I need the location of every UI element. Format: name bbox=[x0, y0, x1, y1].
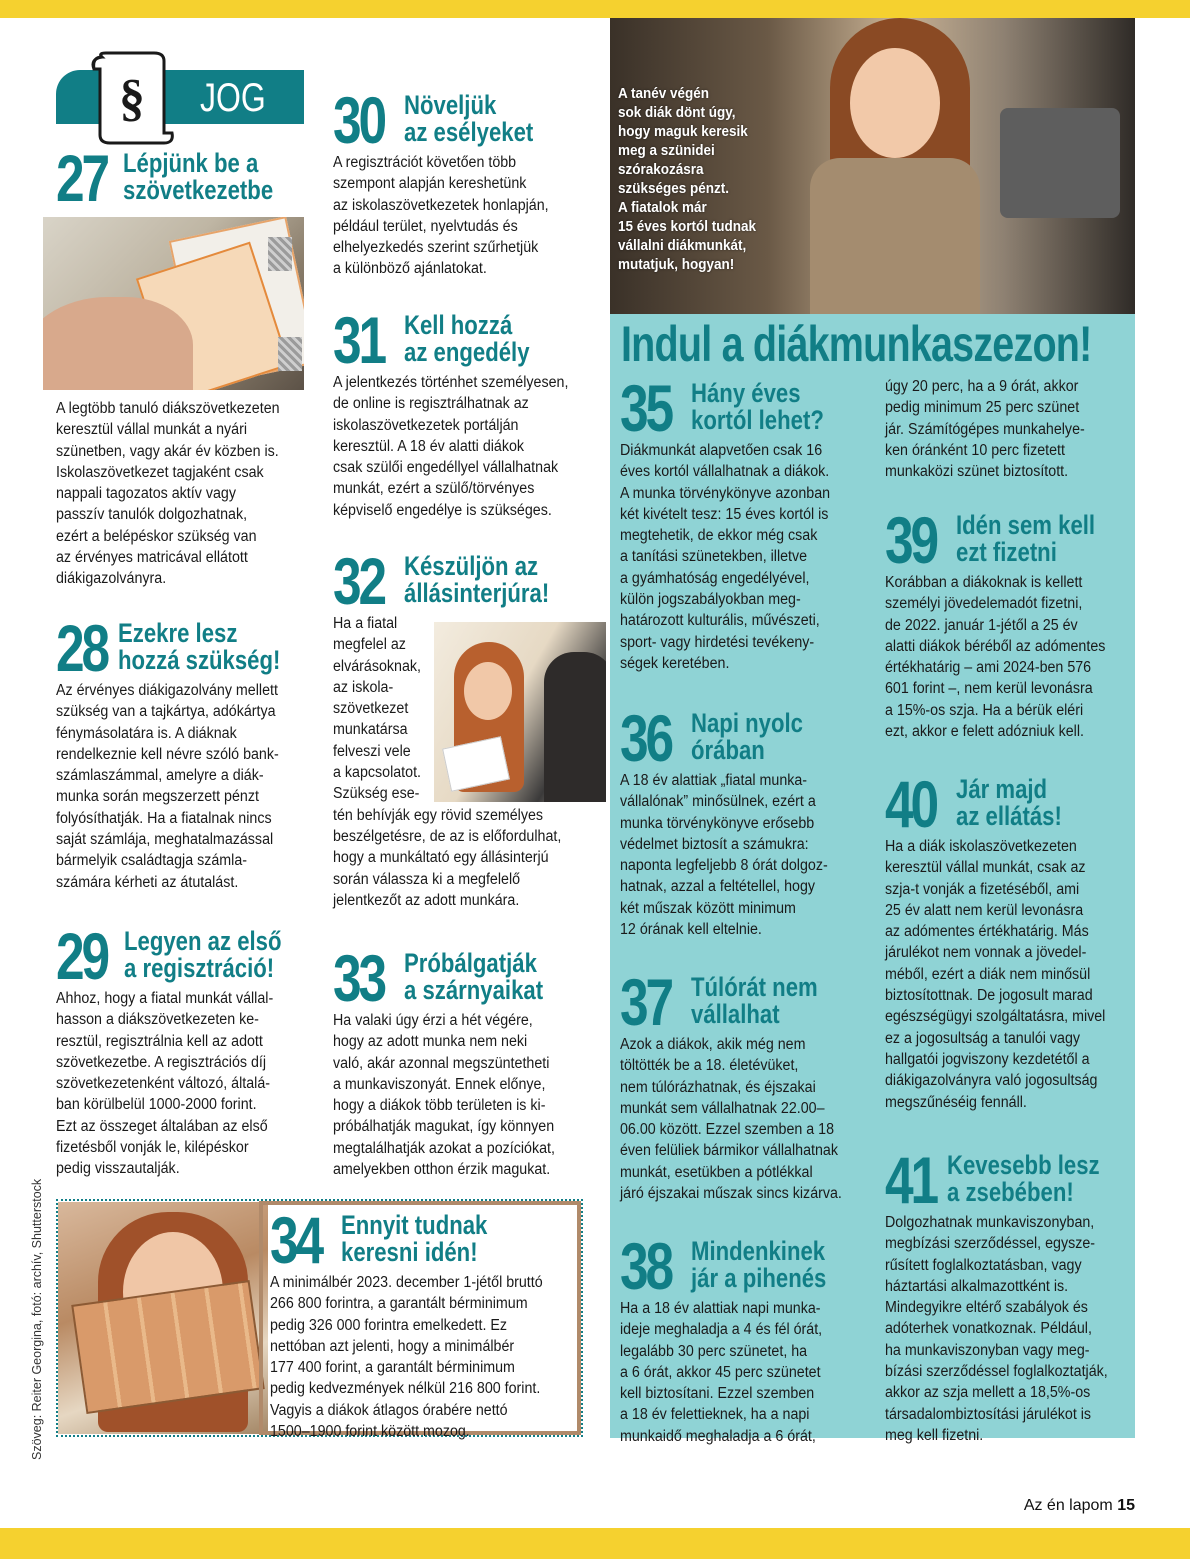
section-title-line1: Túlórát nem bbox=[691, 972, 818, 1002]
section-title-line2: az ellátás! bbox=[956, 801, 1062, 831]
section-body: tén behívják egy rövid személyes beszélgetésre, de az is előfordulhat, hogy a munkáltató egy állásinterjú során válassza ki a megfelelő jelentkezőt az adott munkára. bbox=[333, 806, 562, 909]
hand-shape bbox=[43, 297, 193, 390]
section-36 bbox=[620, 701, 865, 940]
section-body: Dolgozhatnak munkaviszonyban, megbízási szerződéssel, egysze- rűsített foglalkoztatásban, vagy háztartási alkalmazottként is. Mindegyikre eltérő szabályok és adóterhek vonatkoznak. Például, ha munkaviszonyban vagy meg- bízási szerződéssel foglalkoztatják, akkor az szja mellett a 18,5%-os társadalombiztosítási járulékot is meg kell fizetni. bbox=[885, 1214, 1108, 1444]
section-title-line2: vállalhat bbox=[691, 999, 780, 1029]
section-heading bbox=[56, 141, 306, 215]
blurred-photo bbox=[268, 237, 292, 271]
page-footer bbox=[1024, 1497, 1135, 1515]
section-number: 31 bbox=[333, 303, 385, 377]
page-number: 15 bbox=[1117, 1497, 1135, 1514]
section-number: 37 bbox=[620, 965, 672, 1039]
section-title-line2: az engedély bbox=[404, 337, 530, 367]
section-body: Az érvényes diákigazolvány mellett szükség van a tajkártya, adókártya fénymásolatára is. A diáknak rendelkeznie kell névre szóló bank- számlaszámmal, amelyre a diák- munka során megszerzett pénzt folyósíthatják. Ha a fiatalnak nincs saját számlája, meghatalmazással bármelyik családtagja számla- számára kérheti az átutalást. bbox=[56, 682, 279, 891]
section-37 bbox=[620, 965, 865, 1204]
section-27 bbox=[56, 141, 306, 215]
section-body: úgy 20 perc, ha a 9 órát, akkor pedig minimum 25 perc szünet jár. Számítógépes munkahelye- ken óránként 10 perc fizetett munkaközi szünet biztosított. bbox=[885, 378, 1085, 481]
section-31 bbox=[333, 303, 603, 521]
section-number: 38 bbox=[620, 1229, 672, 1303]
section-41 bbox=[885, 1143, 1130, 1446]
section-body-narrow: Ha a fiatal megfelel az elvárásoknak, az iskola- szövetkezet munkatársa felveszi vele a kapcsolatot. Szükség ese- bbox=[333, 615, 422, 803]
section-title-line2: órában bbox=[691, 735, 765, 765]
section-number: 30 bbox=[333, 83, 385, 157]
paragraph-symbol: § bbox=[119, 70, 145, 127]
section-29 bbox=[56, 919, 316, 1180]
section-title-line2: ezt fizetni bbox=[956, 537, 1057, 567]
section-title-line2: jár a pihenés bbox=[691, 1263, 827, 1293]
section-title-line2: szövetkezetbe bbox=[122, 175, 274, 205]
section-body: A minimálbér 2023. december 1-jétől bruttó 266 800 forintra, a garantált bérminimum pedig 326 000 forintra emelkedett. Ez nettóban azt jelenti, hogy a minimálbér 177 400 forint, a garantált bérminimum pedig kedvezmények nélkül 216 800 forint. Vagyis a diákok átlagos órabére nettó 1500–1900 forint között mozog. bbox=[270, 1274, 543, 1441]
section-number: 29 bbox=[56, 919, 108, 993]
section-38 bbox=[620, 1229, 865, 1447]
top-color-band bbox=[0, 0, 1190, 18]
section-title-line1: Próbálgatják bbox=[404, 948, 537, 978]
section-number: 27 bbox=[56, 141, 108, 215]
section-number: 39 bbox=[885, 503, 937, 577]
section-title-line1: Készüljön az bbox=[404, 551, 539, 581]
section-number: 40 bbox=[885, 767, 937, 841]
section-title-line2: kortól lehet? bbox=[691, 405, 824, 435]
section-33 bbox=[333, 941, 603, 1180]
section-title-line1: Jár majd bbox=[956, 774, 1048, 804]
section-title-line2: hozzá szükség! bbox=[118, 645, 281, 675]
section-title-line1: Ezekre lesz bbox=[118, 618, 238, 648]
section-body: Ahhoz, hogy a fiatal munkát vállal- hasson a diákszövetkezeten ke- resztül, regisztrálnia kell az adott szövetkezetbe. A regisztrációs díj szövetkezetenként változó, általá- ban körülbelül 1000-2000 forint. Ezt az összeget általában az első fizetésből vonják le, kilépéskor pedig visszautalják. bbox=[56, 990, 274, 1178]
photo-caption: A tanév végén sok diák dönt úgy, hogy maguk keresik meg a szünidei szórakozásra szükséges pénzt. A fiatalok már 15 éves kortól tudnak vállalni diákmunkát, mutatjuk, hogyan! bbox=[618, 85, 757, 273]
section-title-line1: Kevesebb lesz bbox=[947, 1150, 1101, 1180]
section-title-line1: Napi nyolc bbox=[691, 708, 803, 738]
photo-credit: Szöveg: Reiter Georgina, fotó: archív, Shutterstock bbox=[30, 1178, 44, 1460]
section-title-line2: a regisztráció! bbox=[123, 953, 275, 983]
blurred-photo bbox=[278, 337, 302, 371]
student-cards-photo bbox=[43, 217, 304, 390]
section-39 bbox=[885, 503, 1130, 742]
section-30 bbox=[333, 83, 603, 280]
section-body: A 18 év alattiak „fiatal munka- vállalónak” minősülnek, ezért a munka törvénykönyve erősebb védelmet biztosít a számukra: naponta legfeljebb 8 órát dolgoz- hatnak, azzal a feltétellel, hogy két műszak között minimum 12 órának kell eltelnie. bbox=[620, 772, 828, 939]
job-interview-photo bbox=[434, 622, 606, 802]
section-number: 33 bbox=[333, 941, 385, 1015]
section-title-line1: Hány éves bbox=[691, 378, 801, 408]
section-34 bbox=[270, 1203, 580, 1442]
section-title-line2: a szárnyaikat bbox=[404, 975, 544, 1005]
coffee-machine-shape bbox=[1000, 108, 1120, 218]
section-title-line2: állásinterjúra! bbox=[404, 578, 550, 608]
section-title-line1: Idén sem kell bbox=[956, 510, 1096, 540]
section-body: Diákmunkát alapvetően csak 16 éves kortól vállalhatnak a diákok. A munka törvénykönyve azonban két kivételt tesz: 15 éves kortól is megtehetik, de ekkor még csak a tanítási szünetekben, illetve a gyámhatóság engedélyével, külön jogszabályokban meg- határozott kulturális, művészeti, sport- vagy hirdetési tevékeny- ségek keretében. bbox=[620, 442, 831, 672]
section-body: Ha a 18 év alattiak napi munka- ideje meghaladja a 4 és fél órát, legalább 30 perc szünetet, ha a 6 órát, akkor 45 perc szünetet kell biztosítani. Ezzel szemben a 18 év felettieknek, ha a napi munkaidő meghaladja a 6 órát, bbox=[620, 1300, 823, 1445]
section-title-line1: Növeljük bbox=[404, 90, 497, 120]
section-body: A legtöbb tanuló diákszövetkezeten keresztül vállal munkát a nyári szünetben, vagy akár év közben is. Iskolaszövetkezet tagjaként csak nappali tagozatos aktív vagy passzív tanulók dolgozhatnak, ezért a belépéskor szükség van az érvényes matricával ellátott diákigazolványra. bbox=[56, 400, 280, 588]
section-28 bbox=[56, 611, 316, 893]
section-number: 35 bbox=[620, 371, 672, 445]
section-title-line2: keresni idén! bbox=[341, 1237, 478, 1267]
paragraph-scroll-icon bbox=[82, 47, 180, 147]
apron-shape bbox=[810, 158, 980, 314]
section-38-continued bbox=[885, 376, 1130, 482]
section-number: 28 bbox=[56, 611, 108, 685]
section-body: Azok a diákok, akik még nem töltötték be a 18. életévüket, nem túlórázhatnak, és éjszakai munkát sem vállalhatnak 22.00– 06.00 között. Ezzel szemben a 18 éven felüliek bármikor vállalhatnak munkát, esetükben a pótlékkal járó éjszakai műszak sincs kizárva. bbox=[620, 1036, 842, 1203]
section-35 bbox=[620, 371, 865, 674]
magazine-name: Az én lapom bbox=[1023, 1497, 1113, 1514]
section-body: Korábban a diákoknak is kellett személyi jövedelemadót fizetni, de 2022. január 1-jétől a 25 év alatti diákok béréből az adómentes értékhatárig – ami 2024-ben 576 601 forint –, nem kerül levonásra a 15%-os szja. Ha a bérük eléri ezt, akkor e felett adózniuk kell. bbox=[885, 574, 1106, 741]
section-body: A regisztrációt követően több szempont alapján kereshetünk az iskolaszövetkezetek honlapján, például terület, nyelvtudás és elhelyezkedés szerint szűrhetjük a különböző ajánlatokat. bbox=[333, 154, 549, 278]
page-title: Indul a diákmunkaszezon! bbox=[621, 316, 1092, 372]
section-title-line1: Lépjünk be a bbox=[122, 148, 259, 178]
section-number: 36 bbox=[620, 701, 672, 775]
section-number: 41 bbox=[885, 1143, 937, 1217]
section-title-line2: az esélyeket bbox=[404, 117, 534, 147]
interviewer-shape bbox=[544, 652, 606, 802]
section-body: Ha a diák iskolaszövetkezeten keresztül vállal munkát, csak az szja-t vonják a fizetéséből, ami 25 év alatt nem kerül levonásra az adómentes értékhatárig. Más járulékot nem vonnak a jövedel- méből, ezért a diák nem minősül biztosítottnak. De jogosult marad egészségügyi szolgáltatásra, mivel ez a jogosultság a tanulói vagy hallgatói jogviszony kezdetétől a diákigazolványra való jogosultság megszűnéséig fennáll. bbox=[885, 838, 1106, 1111]
section-title-line1: Mindenkinek bbox=[691, 1236, 826, 1266]
person-face-shape bbox=[850, 48, 940, 158]
section-body: Ha valaki úgy érzi a hét végére, hogy az adott munka nem neki való, akár azonnal megszüntetheti a munkaviszonyát. Ennek előnye, hogy a diákok több területen is ki- próbálhatják magukat, így könnyen megtalálhatják azokat a pozíciókat, amelyekben otthon érzik magukat. bbox=[333, 1012, 555, 1179]
section-title-line1: Kell hozzá bbox=[404, 310, 513, 340]
girl-with-money-photo bbox=[58, 1202, 268, 1434]
section-label: JOG bbox=[200, 76, 266, 120]
section-number: 34 bbox=[270, 1203, 322, 1277]
section-title-line1: Legyen az első bbox=[123, 926, 282, 956]
section-40 bbox=[885, 767, 1130, 1113]
section-title-line2: a zsebében! bbox=[947, 1177, 1075, 1207]
section-title-line1: Ennyit tudnak bbox=[341, 1210, 488, 1240]
person-face-shape bbox=[464, 662, 512, 720]
section-number: 32 bbox=[333, 544, 385, 618]
section-body: A jelentkezés történhet személyesen, de online is regisztrálhatnak az iskolaszövetkezetek portálján keresztül. A 18 év alatti diákok csak szülői engedéllyel vállalhatnak munkát, ezért a szülő/törvényes képviselő engedélye is szükséges. bbox=[333, 374, 569, 519]
bottom-color-band bbox=[0, 1528, 1190, 1559]
